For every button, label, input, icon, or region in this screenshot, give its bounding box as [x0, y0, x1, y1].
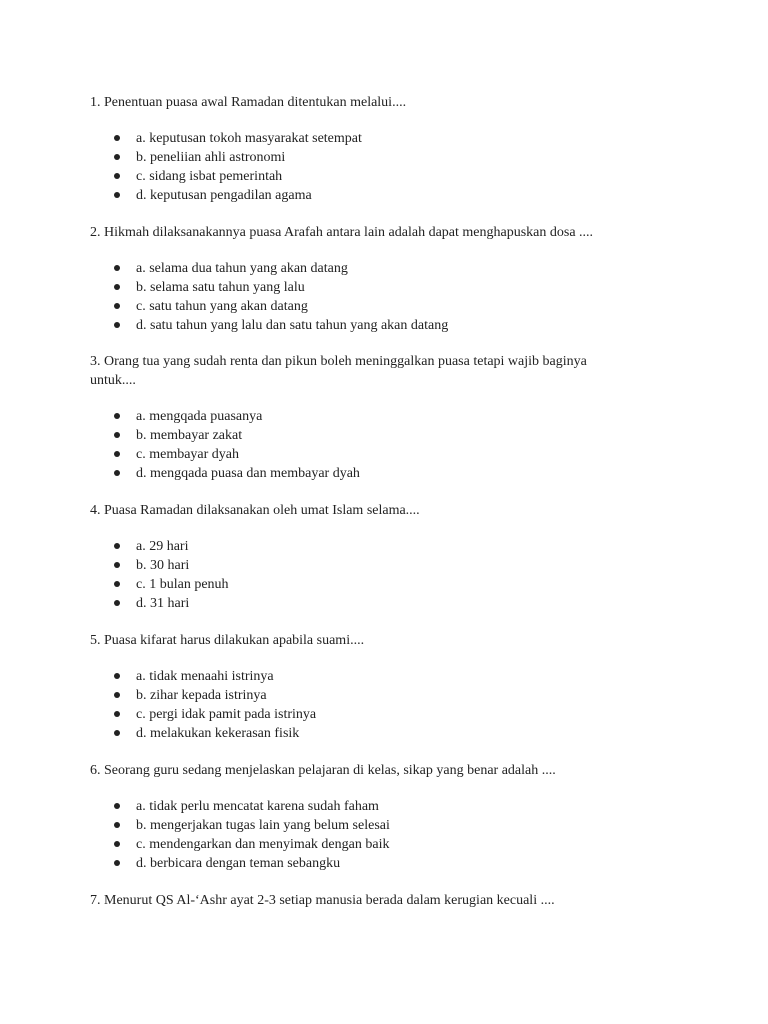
- option-6a: a. tidak perlu mencatat karena sudah faham: [112, 797, 390, 816]
- option-1c: c. sidang isbat pemerintah: [112, 167, 362, 186]
- option-3d: d. mengqada puasa dan membayar dyah: [112, 464, 360, 483]
- bullet-icon: [114, 673, 120, 679]
- options-5: [112, 667, 316, 743]
- option-5d: d. melakukan kekerasan fisik: [112, 724, 316, 743]
- question-5: 5. Puasa kifarat harus dilakukan apabila suami....: [90, 633, 365, 648]
- bullet-icon: [114, 803, 120, 809]
- bullet-icon: [114, 581, 120, 587]
- option-3b: b. membayar zakat: [112, 426, 360, 445]
- option-1d: d. keputusan pengadilan agama: [112, 186, 362, 205]
- question-3: 3. Orang tua yang sudah renta dan pikun boleh meninggalkan puasa tetapi wajib baginya untuk....: [90, 354, 587, 388]
- bullet-icon: [114, 284, 120, 290]
- bullet-icon: [114, 432, 120, 438]
- question-2: 2. Hikmah dilaksanakannya puasa Arafah antara lain adalah dapat menghapuskan dosa ....: [90, 225, 594, 240]
- bullet-icon: [114, 543, 120, 549]
- bullet-icon: [114, 322, 120, 328]
- option-5a: a. tidak menaahi istrinya: [112, 667, 316, 686]
- option-3a: a. mengqada puasanya: [112, 407, 360, 426]
- option-2c: c. satu tahun yang akan datang: [112, 297, 448, 316]
- options-6: [112, 797, 390, 873]
- bullet-icon: [114, 173, 120, 179]
- option-5b: b. zihar kepada istrinya: [112, 686, 316, 705]
- option-2d: d. satu tahun yang lalu dan satu tahun yang akan datang: [112, 316, 448, 335]
- bullet-icon: [114, 135, 120, 141]
- option-2b: b. selama satu tahun yang lalu: [112, 278, 448, 297]
- bullet-icon: [114, 562, 120, 568]
- option-4d: d. 31 hari: [112, 594, 229, 613]
- bullet-icon: [114, 303, 120, 309]
- option-4c: c. 1 bulan penuh: [112, 575, 229, 594]
- option-3c: c. membayar dyah: [112, 445, 360, 464]
- bullet-icon: [114, 860, 120, 866]
- bullet-icon: [114, 692, 120, 698]
- options-1: [112, 129, 362, 205]
- bullet-icon: [114, 265, 120, 271]
- bullet-icon: [114, 413, 120, 419]
- option-6c: c. mendengarkan dan menyimak dengan baik: [112, 835, 390, 854]
- option-4b: b. 30 hari: [112, 556, 229, 575]
- bullet-icon: [114, 192, 120, 198]
- options-2: [112, 259, 448, 335]
- bullet-icon: [114, 600, 120, 606]
- question-1: 1. Penentuan puasa awal Ramadan ditentukan melalui....: [90, 95, 407, 110]
- bullet-icon: [114, 711, 120, 717]
- question-4: 4. Puasa Ramadan dilaksanakan oleh umat Islam selama....: [90, 503, 420, 518]
- option-4a: a. 29 hari: [112, 537, 229, 556]
- question-7: 7. Menurut QS Al-‘Ashr ayat 2-3 setiap manusia berada dalam kerugian kecuali ....: [90, 893, 555, 908]
- bullet-icon: [114, 470, 120, 476]
- option-6b: b. mengerjakan tugas lain yang belum selesai: [112, 816, 390, 835]
- option-1b: b. peneliian ahli astronomi: [112, 148, 362, 167]
- options-4: [112, 537, 229, 613]
- option-2a: a. selama dua tahun yang akan datang: [112, 259, 448, 278]
- option-6d: d. berbicara dengan teman sebangku: [112, 854, 390, 873]
- bullet-icon: [114, 822, 120, 828]
- question-6: 6. Seorang guru sedang menjelaskan pelajaran di kelas, sikap yang benar adalah ....: [90, 763, 556, 778]
- options-3: [112, 407, 360, 483]
- bullet-icon: [114, 841, 120, 847]
- bullet-icon: [114, 730, 120, 736]
- bullet-icon: [114, 451, 120, 457]
- option-1a: a. keputusan tokoh masyarakat setempat: [112, 129, 362, 148]
- option-5c: c. pergi idak pamit pada istrinya: [112, 705, 316, 724]
- bullet-icon: [114, 154, 120, 160]
